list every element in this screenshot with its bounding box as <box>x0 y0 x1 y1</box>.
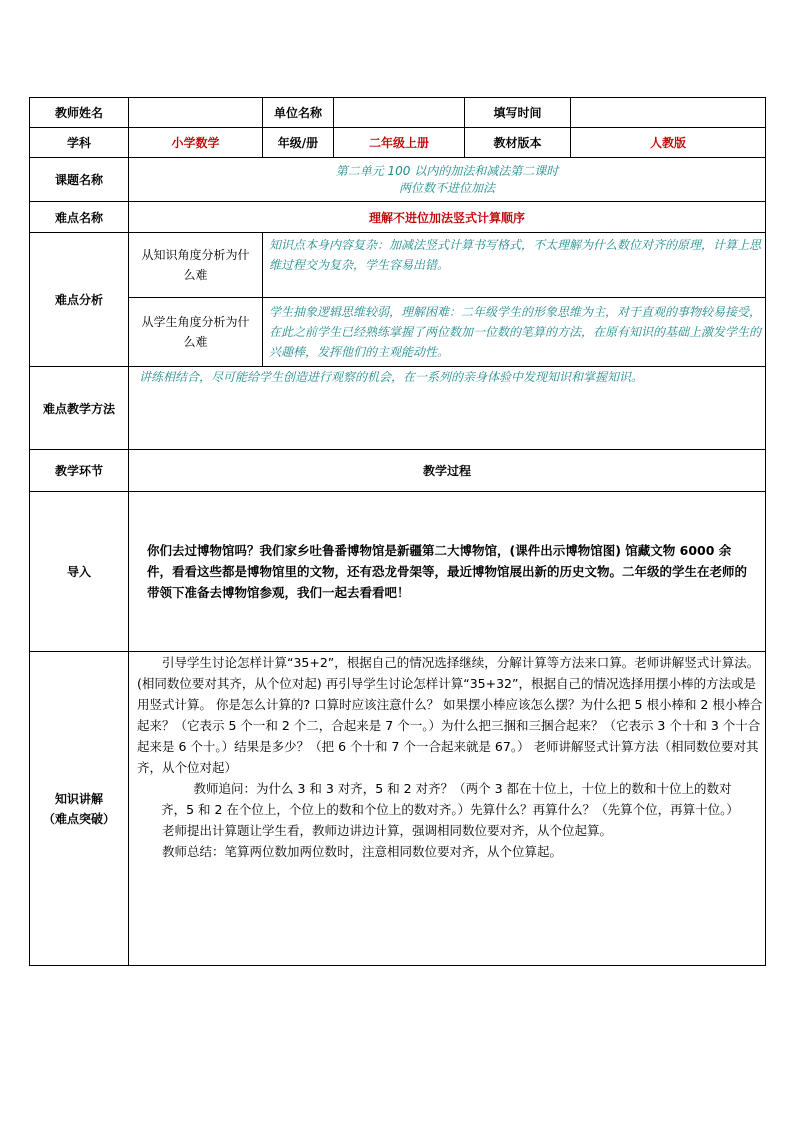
teacher-name-value <box>129 98 263 128</box>
knowledge-label <box>30 652 129 966</box>
info-row <box>30 98 766 128</box>
method-label: 难点教学方法 <box>30 367 129 450</box>
subject-value: 小学数学 <box>129 128 263 158</box>
stage-header: 教学环节 <box>30 450 129 492</box>
knowledge-paragraph-1: 引导学生讨论怎样计算“35+2”，根据自己的情况选择继续，分解计算等方法来口算。老师讲解竖式计算法。(相同数位要对其齐，从个位对起) 再引导学生讨论怎样计算“35+32”，根据自己的情况选择用摆小棒的方法或是用竖式计算。 你是怎么计算的? 口算时应该注意什么？ 如果摆小棒应该怎么摆？为什么把 5 根小棒和 2 根小棒合起来？（它表示 5 个一和 2 个二，合起来是 7 个一。）为什么把三捆和三捆合起来？（它表示 3 个十和 3 个十合起来是 6 个十。）结果是多少？（把 6 个十和 7 个一合起来就是 67。） 老师讲解竖式计算方法（相同数位要对其齐，从个位对起） <box>137 655 763 775</box>
subject-row <box>30 128 766 158</box>
analysis-student-row <box>30 298 766 367</box>
teacher-name-label: 教师姓名 <box>30 98 129 128</box>
knowledge-paragraph-4: 教师总结：笔算两位数加两位数时，注意相同数位要对齐，从个位算起。 <box>162 844 563 859</box>
analysis-label: 难点分析 <box>30 233 129 367</box>
topic-row <box>30 158 766 202</box>
topic-line-1: 第二单元 100 以内的加法和减法第二课时 <box>335 163 559 178</box>
method-row <box>30 367 766 450</box>
method-text: 讲练相结合，尽可能给学生创造进行观察的机会，在一系列的亲身体验中发现知识和掌握知识。 <box>129 367 766 450</box>
difficulty-label: 难点名称 <box>30 202 129 233</box>
topic-line-2: 两位数不进位加法 <box>398 180 495 195</box>
student-angle-label: 从学生角度分析为什么难 <box>129 298 263 367</box>
fill-time-label: 填写时间 <box>465 98 571 128</box>
knowledge-label-line-2: （难点突破） <box>42 811 115 826</box>
lesson-plan-page <box>29 97 765 966</box>
unit-name-value <box>334 98 465 128</box>
fill-time-value <box>571 98 766 128</box>
process-header-row <box>30 450 766 492</box>
grade-value: 二年级上册 <box>334 128 465 158</box>
knowledge-row <box>30 652 766 966</box>
difficulty-row <box>30 202 766 233</box>
knowledge-paragraph-2: 教师追问：为什么 3 和 3 对齐，5 和 2 对齐？（两个 3 都在十位上，十位上的数和十位上的数对齐，5 和 2 在个位上，个位上的数和个位上的数对齐。）先算什么？再算什么？（先算个位，再算十位。） <box>161 781 739 817</box>
knowledge-label-line-1: 知识讲解 <box>54 791 103 806</box>
topic-value <box>129 158 766 202</box>
edition-value: 人教版 <box>571 128 766 158</box>
knowledge-content <box>129 652 766 966</box>
intro-row <box>30 492 766 652</box>
grade-label: 年级/册 <box>263 128 334 158</box>
analysis-knowledge-row <box>30 233 766 298</box>
topic-label: 课题名称 <box>30 158 129 202</box>
knowledge-angle-label: 从知识角度分析为什么难 <box>129 233 263 298</box>
student-angle-text: 学生抽象逻辑思维较弱，理解困难：二年级学生的形象思维为主，对于直观的事物较易接受，在此之前学生已经熟练掌握了两位数加一位数的笔算的方法，在原有知识的基础上激发学生的兴趣棒，发挥他们的主观能动性。 <box>263 298 766 367</box>
difficulty-value: 理解不进位加法竖式计算顺序 <box>129 202 766 233</box>
intro-text: 你们去过博物馆吗？我们家乡吐鲁番博物馆是新疆第二大博物馆，(课件出示博物馆图) 馆藏文物 6000 余件，看看这些都是博物馆里的文物，还有恐龙骨架等，最近博物馆展出新的历史文物。二年级的学生在老师的带领下准备去博物馆参观，我们一起去看看吧！ <box>129 492 766 652</box>
edition-label: 教材版本 <box>465 128 571 158</box>
intro-label: 导入 <box>30 492 129 652</box>
knowledge-paragraph-3: 老师提出计算题让学生看，教师边讲边计算，强调相同数位要对齐，从个位起算。 <box>162 823 613 838</box>
knowledge-angle-text: 知识点本身内容复杂：加减法竖式计算书写格式，不太理解为什么数位对齐的原理，计算上思维过程交为复杂，学生容易出错。 <box>263 233 766 298</box>
process-header: 教学过程 <box>129 450 766 492</box>
lesson-plan-table <box>29 97 766 966</box>
unit-name-label: 单位名称 <box>263 98 334 128</box>
subject-label: 学科 <box>30 128 129 158</box>
